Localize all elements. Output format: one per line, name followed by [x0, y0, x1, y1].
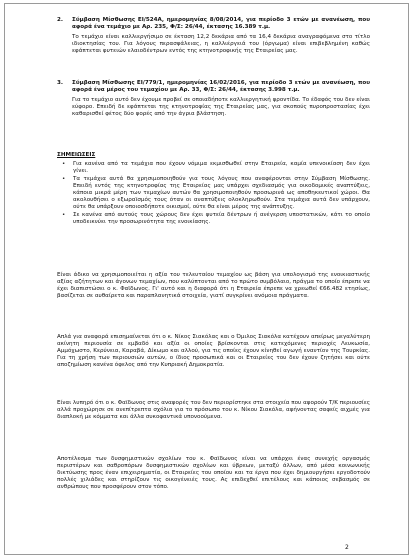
page-frame [4, 3, 409, 555]
note-item: • Σε κανένα από αυτούς τους χώρους δεν έχει φυτεία δέντρων ή ανέγερση υποστατικών, κάτι το οποίο υποδεικνύει την προσωρινότητα της ενοικίασης. [62, 212, 370, 225]
contract-heading: Σύμβαση Μίσθωσης ΕΙ/779/1, ημερομηνίας 16/02/2016, για περίοδο 3 ετών με ανανέωση, που αφορά ένα μέρος του τεμαχίου με Αρ. 33, Φ/Σ: 26/44, έκτασης 3.998 τ.μ. [72, 80, 370, 93]
paragraph: Είναι λυπηρό ότι ο κ. Φαϊδωνος στις αναφορές του δεν περιορίστηκε στα στοιχεία που αφορούν Τ/Κ περιουσίες αλλά προχώρησε σε ανεπίτρεπτα σχόλια για το πρόσωπο του κ. Νίκου Σιακόλα, αφήνοντας σαφείς αιχμές για διαπλοκή με κόμματα και άλλα συκοφαντικά υπονοούμενα. [57, 400, 370, 420]
paragraph: Απλά για αναφορά επισημαίνεται ότι ο κ. Νίκος Σιακόλας και ο Όμιλος Σιακόλα κατέχουν απείρως μεγαλύτερη ακίνητη περιουσία σε εμβαδό και αξία οι οποίες βρίσκονται στις κατεχόμενες περιοχές Λευκωσία, Αμμόχωστο, Κερύνεια, Καραβά, Δίκωμο και αλλού, για τις οποίες έχουν κίνηθεί αγωγή εναντίον της Τουρκίας. Για τη χρήση των περιουσιών αυτών, ο ίδιος προσωπικά και οι Εταιρείες του δεν έχουν ζητήσει και ούτε αποζημίωση κανένα όφελος από την Κυπριακή Δημοκρατία. [57, 334, 370, 368]
item-number: 2. [57, 17, 64, 23]
note-item: • Για κανένα από τα τεμάχια που έχουν νόμιμα εκμισθωθεί στην Εταιρεία, καμία υπενοικίαση δεν έχει γίνει. [62, 161, 370, 174]
notes-section [57, 152, 370, 226]
contract-heading: Σύμβαση Μίσθωσης ΕΙ/524Α, ημερομηνίας 8/08/2014, για περίοδο 3 ετών με ανανέωση, που αφορά ένα τεμάχιο με Αρ. 235, Φ/Σ: 26/44, έκτασης 16.389 τ.μ. [72, 17, 370, 30]
page-number: 2 [345, 544, 349, 551]
contract-item-3 [57, 80, 370, 118]
notes-heading: ΣΗΜΕΙΩΣΕΙΣ [57, 152, 96, 158]
bullet-icon: • [62, 161, 66, 167]
bullet-icon: • [62, 212, 66, 218]
paragraph: Αποτέλεσμα των δυσφημιστικών σχολίων του κ. Φαϊδωνος είναι να υπάρχει ένας συνεχής οργασμός περιστέρων και σαθροπόρων δυσφημιστικών σχολίων και ύβρεων, μεταξύ άλλων, από μέσα κοινωνικής δικτύωσης προς έναν επιχειρηματία, οι Εταιρείες του οποίου και τα έργα που έχει δημιουργήσει εργοδοτούν πολλές χιλιάδες και στηρίζουν τις οικογένειές τους. Ας επιδεχθεί επιτέλους και κάποιος σεβασμός σε ανθρώπους που προσφέρουν στον τόπο. [57, 456, 370, 490]
paragraph: Είναι άδικο να χρησιμοποιείται η αξία του τελευταίου τεμαχίου ως βάση για υπολογισμό της ενοικιαστικής αξίας αζήτητων και άγονων τεμαχίων, που καλύπτονται από το πρώτο συμβόλαιο, πράγμα το οποίο έπρεπε να έχει διαπιστώσει ο κ. Φαϊδωνος. Γι' αυτό και η διαφορά ότι η Εταιρεία έπρεπε να χρεωθεί €66.482 ετησίως, βασίζεται σε αυθαίρετα και παραπλανητικά στοιχεία, γιατί συγκρίνει ανόμοια πράγματα. [57, 272, 370, 299]
bullet-icon: • [62, 176, 66, 182]
note-item: • Τα τεμάχια αυτά θα χρησιμοποιηθούν για τους λόγους που αναφέρονται στην Σύμβαση Μίσθωσης. Επειδή εντός της κτηνοτροφίας της Εταιρείας μας υπάρχει σχεδιασμός για οικοδομικές αναπτύξεις, κάποια μικρά μέρη των τεμαχίων αυτών θα χρησιμοποιηθούν προσωρινά ως αποθηκευτικοί χώροι. Θα ακολουθήσει ο εξωραϊσμός τους όταν οι αναπτύξεις ολοκληρωθούν. Στα τεμάχια αυτά δεν υπάρχουν, ούτε θα υπάρξουν οποιοσδήποτε οικισμοί, ούτε θα είναι μέρος της ανάπτυξης. [62, 176, 370, 210]
contract-item-2 [57, 17, 370, 55]
item-number: 3. [57, 80, 64, 86]
contract-text: Το τεμάχιο είναι καλλιεργήσιμο σε έκταση 12,2 δεκάρια από τα 16,4 δεκάρια αναγραφόμενα στο τίτλο ιδιοκτησίας του. Για λόγους περασφάλειας, η καλλιέργειά του (όργωμα) είναι επιβεβλημένη καθώς εφάπτεται φυτειών ελαιοδέντρων εντός της κτηνοτροφικής της Εταιρείας μας. [72, 34, 370, 54]
contract-text: Για το τεμάχιο αυτό δεν έχουμε προβεί σε οποιαδήποτε καλλιεργητική φροντίδα. Το έδαφός του δεν είναι εύφορο. Επειδή δε εφάπτεται της κτηνοτροφίας της Εταιρείας μας, για σκοπούς πυροπροστασίας έχει καθαρισθεί φέτος δύο φορές από την άγρια βλάστηση. [72, 97, 371, 117]
